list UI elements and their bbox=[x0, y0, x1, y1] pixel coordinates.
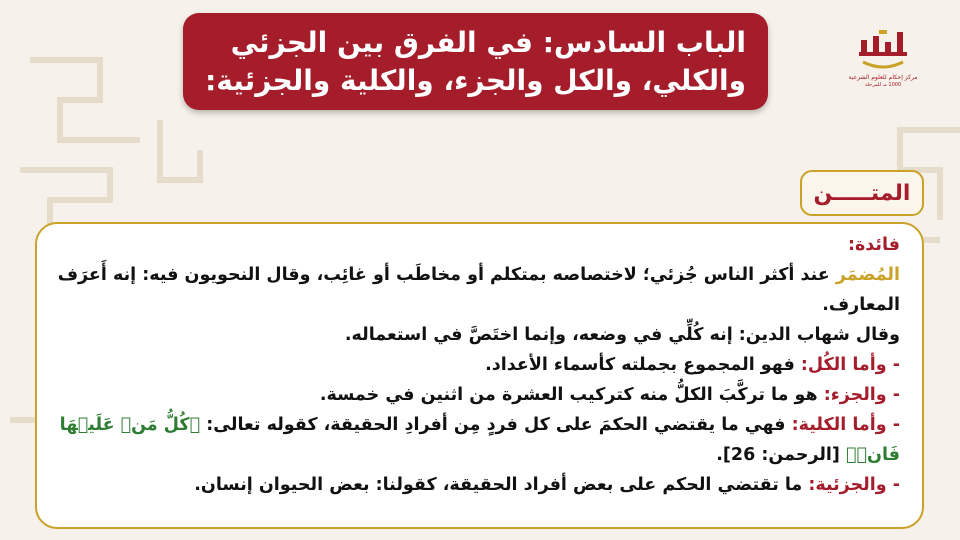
paragraph-mudmar-text: عند أكثر الناس جُزئي؛ لاختصاصه بمتكلم أو مخاطَب أو غائِب، وقال النحويون فيه: إنه أَعرَف المعارف. bbox=[57, 265, 900, 315]
chapter-title-banner bbox=[183, 13, 768, 110]
chapter-title-line-2: والكلي، والكل والجزء، والكلية والجزئية: bbox=[205, 63, 746, 97]
content-panel bbox=[35, 222, 924, 529]
term-juz: - والجزء: bbox=[823, 385, 900, 405]
paragraph-kull-text: فهو المجموع بجملته كأسماء الأعداد. bbox=[485, 355, 801, 375]
section-label-matn: المتـــــن bbox=[800, 170, 924, 216]
logo-tagline: 1000 مـ للمرحلة bbox=[864, 82, 902, 88]
paragraph-mudmar bbox=[57, 260, 900, 320]
logo-mark-icon bbox=[853, 28, 913, 74]
paragraph-kulliyya-text: فهي ما يقتضي الحكمَ على كل فردٍ مِن أفرادِ الحقيقة، كقوله تعالى: bbox=[200, 415, 792, 435]
content-heading: فائدة: bbox=[847, 235, 900, 255]
term-kull: - وأما الكُل: bbox=[800, 355, 900, 375]
paragraph-kulliyya bbox=[57, 410, 900, 470]
paragraph-kull bbox=[57, 350, 900, 380]
term-juziyya: - والجزئية: bbox=[808, 475, 900, 495]
paragraph-juziyya-text: ما تقتضي الحكم على بعض أفراد الحقيقة، كقولنا: بعض الحيوان إنسان. bbox=[194, 475, 809, 495]
paragraph-juziyya bbox=[57, 470, 900, 500]
verse-reference: [الرحمن: 26]. bbox=[716, 445, 847, 465]
paragraph-juz bbox=[57, 380, 900, 410]
term-mudmar: المُضمَر bbox=[835, 265, 900, 285]
logo-subtitle: مركز إحكام للعلوم الشرعية bbox=[848, 74, 918, 81]
quran-verse: ﴿كُلُّ مَنۡ عَلَيۡهَا فَانٖ﴾ bbox=[59, 415, 900, 465]
chapter-title-line-1: الباب السادس: في الفرق بين الجزئي bbox=[230, 25, 746, 59]
paragraph-shihab: وقال شهاب الدين: إنه كُلِّي في وضعه، وإنما اختَصَّ في استعماله. bbox=[344, 325, 900, 345]
term-kulliyya: - وأما الكلية: bbox=[791, 415, 900, 435]
paragraph-juz-text: هو ما تركَّبَ الكلُّ منه كتركيب العشرة من اثنين في خمسة. bbox=[319, 385, 824, 405]
ihkam-logo bbox=[843, 28, 923, 98]
